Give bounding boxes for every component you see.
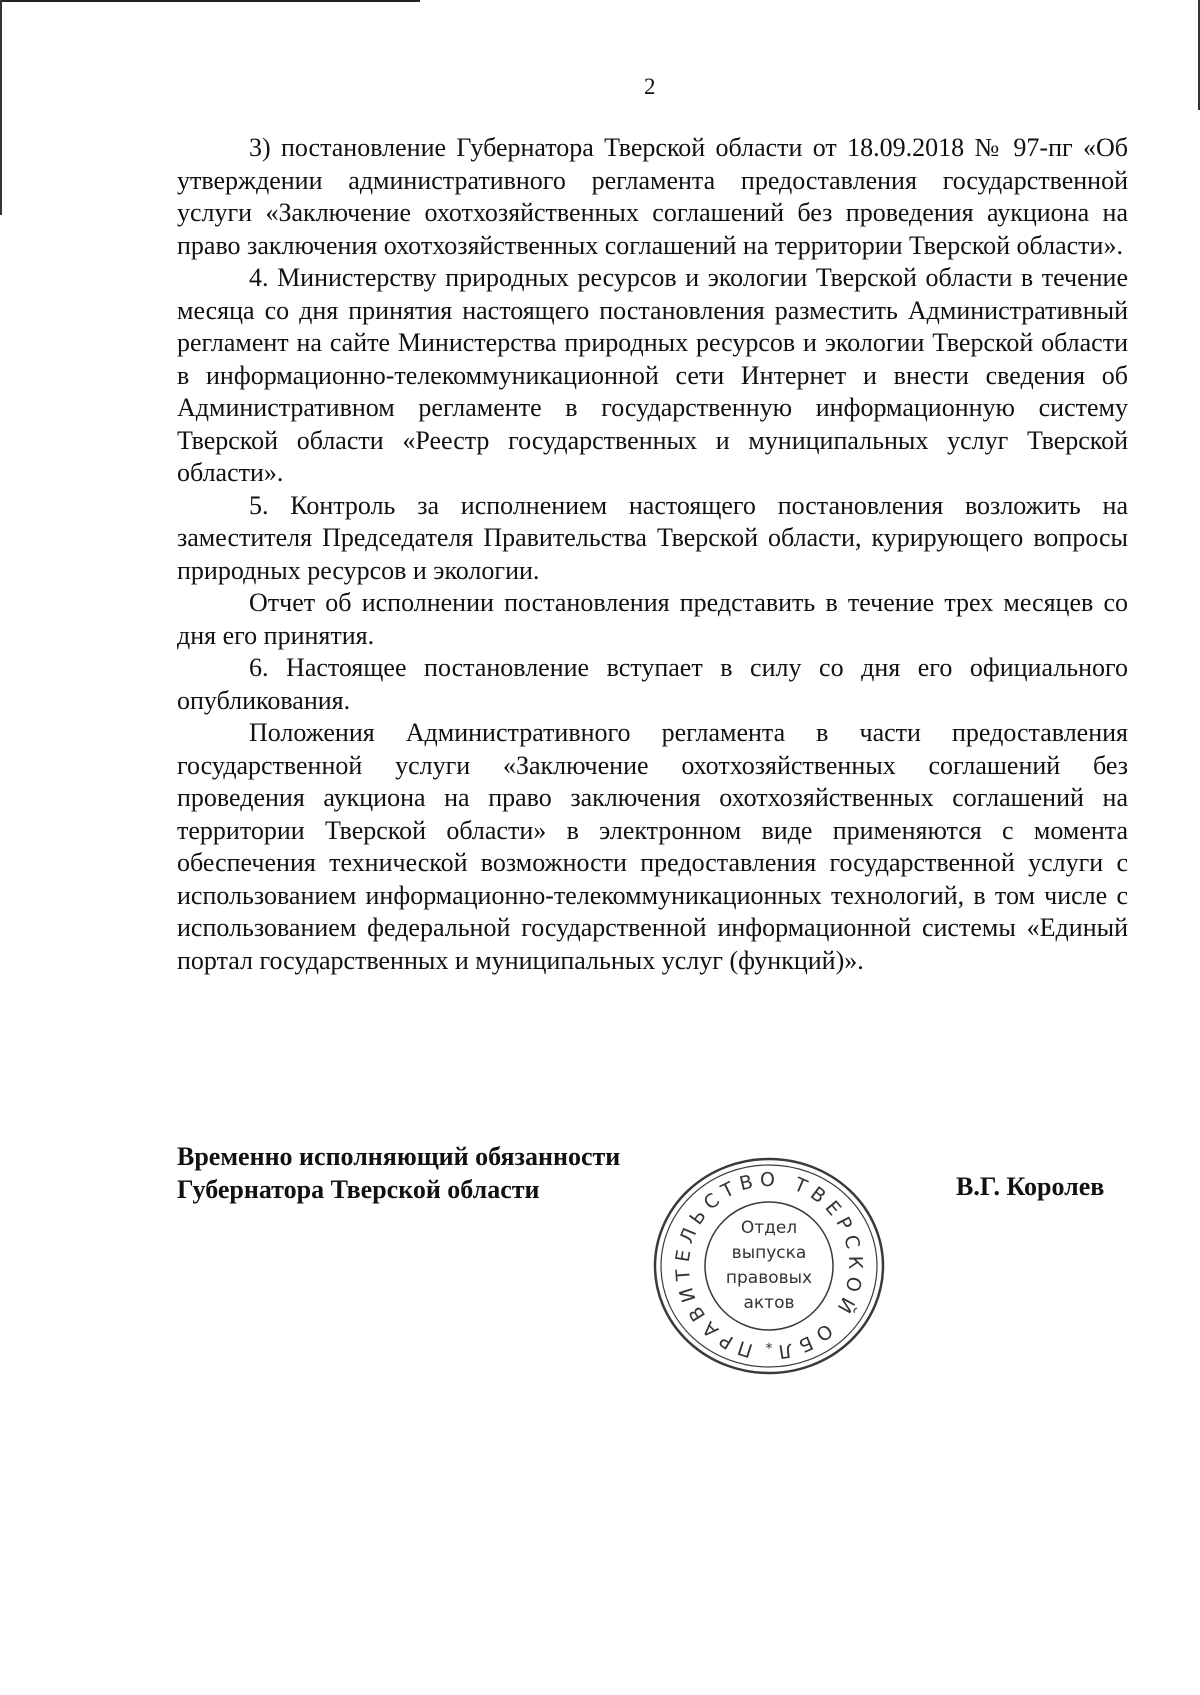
stamp-center-line-2: выпуска (731, 1243, 807, 1263)
stamp-center (651, 1155, 887, 1377)
scan-edge-top (0, 0, 420, 2)
paragraph-item-3: 3) постановление Губернатора Тверской области от 18.09.2018 № 97-пг «Об утверждении административного регламента предоставления государственной услуги «Заключение охотхозяйственных соглашений без проведения аукциона на право заключения охотхозяйственных соглашений на территории Тверской области». (177, 133, 1128, 260)
page-number: 2 (644, 74, 656, 99)
paragraph-provisions: Положения Административного регламента в части предоставления государственной услуги «Заключение охотхозяйственных соглашений без проведения аукциона на право заключения охотхозяйственных соглашений на территории Тверской области» в электронном виде применяются с момента обеспечения технической возможности предоставления государственной услуги с использованием информационно-телекоммуникационных технологий, в том числе с использованием федеральной государственной информационной системы «Единый портал государственных и муниципальных услуг (функций)». (177, 718, 1128, 975)
paragraph-point-6: 6. Настоящее постановление вступает в силу со дня его официального опубликования. (177, 653, 1128, 715)
paragraph-report: Отчет об исполнении постановления представить в течение трех месяцев со дня его принятия. (177, 588, 1128, 650)
stamp-center-line-1: Отдел (740, 1218, 798, 1238)
scan-edge-left (0, 0, 2, 215)
signatory-title-line-2: Губернатора Тверской области (177, 1175, 540, 1204)
paragraph-point-4: 4. Министерству природных ресурсов и экологии Тверской области в течение месяца со дня принятия настоящего постановления разместить Административный регламент на сайте Министерства природных ресурсов и экологии Тверской области в информационно-телекоммуникационной сети Интернет и внести сведения об Административном регламенте в государственную информационную систему Тверской области «Реестр государственных и муниципальных услуг Тверской области». (177, 263, 1128, 487)
stamp-star: * (765, 1341, 773, 1357)
document-body (177, 132, 1128, 977)
signatory-title-line-1: Временно исполняющий обязанности (177, 1142, 621, 1171)
signatory-title (177, 1140, 620, 1206)
paragraph-point-5: 5. Контроль за исполнением настоящего постановления возложить на заместителя Председателя Правительства Тверской области, курирующего вопросы природных ресурсов и экологии. (177, 490, 1128, 585)
signatory-name: В.Г. Королев (956, 1172, 1105, 1201)
stamp-ring-text: ПРАВИТЕЛЬСТВО ТВЕРСКОЙ ОБЛ (671, 1168, 867, 1364)
stamp-center-line-3: правовых (725, 1268, 813, 1288)
official-stamp (651, 1155, 887, 1377)
stamp-center-line-4: актов (743, 1293, 795, 1313)
